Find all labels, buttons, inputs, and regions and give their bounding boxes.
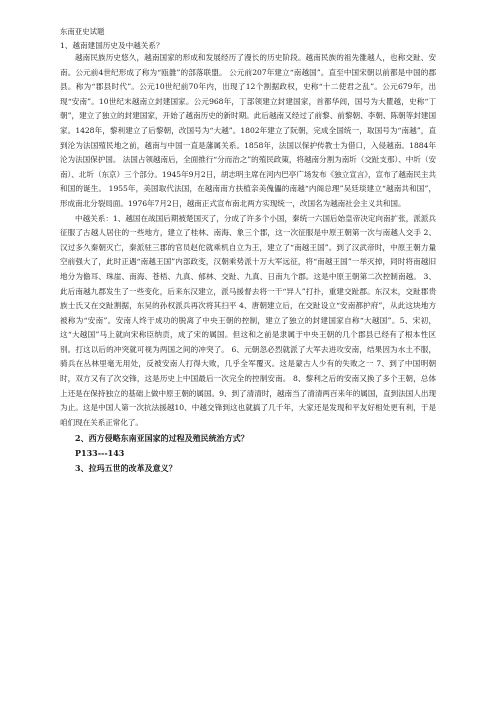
question-3-heading: 3、拉玛五世的改革及意义？ [75, 463, 177, 474]
question-2-heading: 2、西方侵略东南亚国家的过程及殖民统治方式？ [75, 433, 249, 444]
question-2-page-reference: P133---143 [75, 448, 125, 459]
paragraph-sino-vietnamese-relations: 中越关系：1、越国在战国后期被楚国灭了，分成了许多个小国，秦统一六国后始皇帝决定向南扩张，派派兵征服了古越人居住的一些地方，建立了桂林、南海、象三个郡，这一次征服是中原王朝第一次与南越人交手 2、汉过多久秦朝灭亡，秦派驻三郡的官员赵佗就乘机自立为王，建立了“南越王国”。到了汉武帝时，中原王朝力量空前强大了，此时正遇“南越王国”内部政变，汉朝乘势派十万大军远征，将“南越王国”一举灭掉，同时将南越旧地分为儋耳、珠崖、南海、苍梧、九真、郁林、交趾、九真、日南九个郡。这是中原王朝第二次控制南越。 3、 此后南越九郡发生了一些变化，后来东汉建立，派马援督去将一干“异人”打扑，重建交趾郡。东汉末，交趾郡贵族士氏又在交趾割据，东吴的孙权派兵再次将其扫平 4、唐朝建立后，在交趾设立“安南都护府”，从此这块地方被称为“安南”。安南人终于成功的脱离了中央王朝的控制，建立了独立的封建国家自称“大越国”。5、宋初，这“大越国”马上就向宋称臣纳贡，成了宋的属国。但这和之前是隶属于中央王朝的几个郡县已经有了根本性区别。打这以后的冲突就可视为两国之间的冲突了。 6、元朝忽必烈就派了大军去进攻安南，结果因为水土不服，骑兵在丛林里毫无用处，反被安南人打得大败，几乎全军覆灭。这是蒙古人少有的失败之一 7、到了中国明朝时，双方又有了次交锋，这是历史上中国最后一次完全的控制安南。 8、黎利之后的安南又换了多个王朝，总体上还是在保持独立的基础上做中原王朝的属国。9、到了清清时，越南当了清清两百来年的属国，直到法国人出现为止。这是中国人第一次抗法援越10、中越交锋到这也就搞了几千年，大家还是发现和平友好相处更有利，于是咱们现在关系正常化了。 [60, 213, 436, 427]
question-1-heading: 1、越南建国历史及中越关系？ [60, 41, 164, 50]
document-title: 东南亚史试题 [60, 27, 105, 36]
paragraph-vietnam-history: 越南民族历史悠久，越南国家的形成和发展经历了漫长的历史阶段。越南民族的祖先雒越人，也称交趾、安南。公元前4世纪形成了称为“瓯雒”的部落联盟。 公元前207年建立“南越国”。直至中国宋朝以前都是中国的郡县。称为“郡县时代”。公元10世纪前70年内，出现了12个割据政权，史称“十二使君之乱”。公元679年，出现“安南”。10世纪末越南立封建国家。公元968年，丁部领建立封建国家，首都华闾，国号为大瞿越，史称“丁朝”，建立了独立的封建国家，开始了越南历史的新时期。此后越南又经过了前黎、前黎朝、李朝、陈朝等封建国家。1428年，黎利建立了后黎朝，改国号为“大越”。1802年建立了阮朝，完成全国统一，取国号为“南越”，直到沦为法国殖民地之前，越南与中国一直是藩属关系。1858年，法国以保护传教士为借口，入侵越南。1884年沦为法国保护国。 法国占领越南后，全面推行“分而治之”的殖民政策，将越南分割为南圻（交趾支那）、中圻（安南）、北圻（东京）三个部分。1945年9月2日，胡志明主席在河内巴亭广场发布《独立宣言》，宣布了越南民主共和国的诞生。 1955年，美国取代法国，在越南南方扶植亲美傀儡的南越“内阁总理”吴廷琰建立“越南共和国”，形成南北分裂局面。1976年7月2日，越南正式宣布南北两方实现统一，改国名为越南社会主义共和国。 [60, 53, 436, 208]
